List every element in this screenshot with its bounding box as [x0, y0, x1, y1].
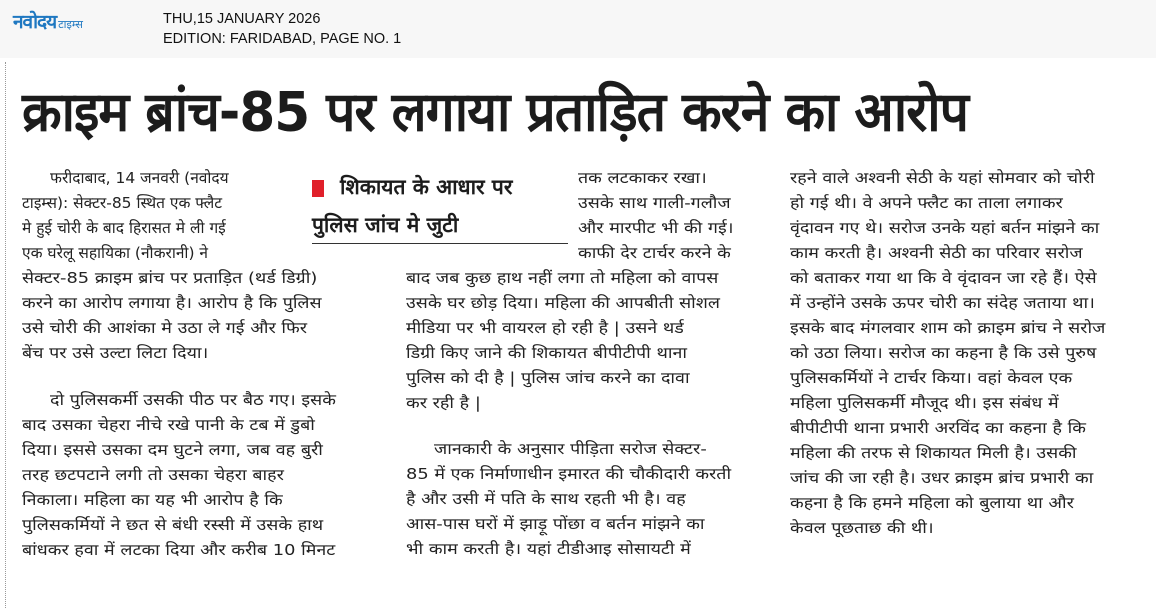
text-line: महिला की तरफ से शिकायत मिली है। उसकी	[790, 444, 1077, 462]
logo-sub-text: टाइम्स	[58, 18, 83, 31]
page-left-border	[5, 62, 6, 608]
text-line: केवल पूछताछ की थी।	[790, 519, 934, 537]
text-line: तरह छटपटाने लगी तो उसका चेहरा बाहर	[22, 466, 284, 484]
newspaper-logo[interactable]	[13, 9, 83, 33]
text-line: हो गई थी। वे अपने फ्लैट का ताला लगाकर	[790, 194, 1063, 212]
masthead-bar	[0, 0, 1156, 58]
article-headline: क्राइम ब्रांच-85 पर लगाया प्रताड़ित करने का आरोप	[22, 81, 969, 145]
text-line: काम करती है। अश्वनी सेठी का परिवार सरोज	[790, 244, 1083, 262]
text-line: टाइम्स): सेक्टर-85 स्थित एक फ्लैट	[22, 194, 223, 212]
text-line: मीडिया पर भी वायरल हो रही है | उसने थर्ड	[406, 319, 684, 337]
text-line: जानकारी के अनुसार पीड़िता सरोज सेक्टर-	[434, 440, 707, 458]
text-line: बाद जब कुछ हाथ नहीं लगा तो महिला को वापस	[406, 269, 719, 287]
text-line: को उठा लिया। सरोज का कहना है कि उसे पुरुष	[790, 344, 1097, 362]
text-line: में उन्होंने उसके ऊपर चोरी का संदेह जताया था।	[790, 294, 1095, 312]
text-line: दिया। इससे उसका दम घुटने लगा, जब वह बुरी	[22, 441, 323, 459]
text-line: तक लटकाकर रखा।	[578, 169, 707, 187]
subheading-line-2: पुलिस जांच मे जुटी	[312, 213, 459, 237]
text-line: बाद उसका चेहरा नीचे रखे पानी के टब में डुबो	[22, 416, 315, 434]
text-line: आस-पास घरों में झाड़ू पोंछा व बर्तन मांझने का	[406, 515, 705, 533]
text-line: वृंदावन गए थे। सरोज उनके यहां बर्तन मांझने का	[790, 219, 1100, 237]
text-line: 85 में एक निर्माणाधीन इमारत की चौकीदारी करती	[406, 465, 732, 483]
text-line: पुलिसकर्मियों ने टार्चर किया। वहां केवल एक	[790, 369, 1073, 387]
edition-info	[163, 9, 401, 49]
text-line: को बताकर गया था कि वे वृंदावन जा रहे हैं। ऐसे	[790, 269, 1097, 287]
text-line: जांच की जा रही है। उधर क्राइम ब्रांच प्रभारी का	[790, 469, 1094, 487]
text-line: कर रही है |	[406, 394, 481, 412]
text-line: उसके साथ गाली-गलौज	[578, 194, 731, 212]
subheading-line-1: शिकायत के आधार पर	[340, 175, 513, 199]
text-line: भी काम करती है। यहां टीडीआइ सोसायटी में	[406, 540, 691, 558]
text-line: कहना है कि हमने महिला को बुलाया था और	[790, 494, 1074, 512]
text-line: रहने वाले अश्वनी सेठी के यहां सोमवार को चोरी	[790, 169, 1095, 187]
text-line: उसे चोरी की आशंका मे उठा ले गई और फिर	[22, 319, 308, 337]
text-line: पुलिसकर्मियों ने छत से बंधी रस्सी में उसके हाथ	[22, 516, 324, 534]
edition-page: EDITION: FARIDABAD, PAGE NO. 1	[163, 31, 402, 47]
logo-main-text: नवोदय	[13, 11, 57, 33]
text-line: फरीदाबाद, 14 जनवरी (नवोदय	[50, 169, 229, 187]
text-line: बीपीटीपी थाना प्रभारी अरविंद का कहना है कि	[790, 419, 1086, 437]
text-line: एक घरेलू सहायिका (नौकरानी) ने	[22, 244, 209, 262]
text-line: करने का आरोप लगाया है। आरोप है कि पुलिस	[22, 294, 322, 312]
text-line: उसके घर छोड़ दिया। महिला की आपबीती सोशल	[406, 294, 720, 312]
text-line: और मारपीट भी की गई।	[578, 219, 734, 237]
text-line: काफी देर टार्चर करने के	[578, 244, 731, 262]
text-line: बांधकर हवा में लटका दिया और करीब 10 मिनट	[22, 541, 336, 559]
text-line: डिग्री किए जाने की शिकायत बीपीटीपी थाना	[406, 344, 687, 362]
text-line: महिला पुलिसकर्मी मौजूद थी। इस संबंध में	[790, 394, 1059, 412]
text-line: सेक्टर-85 क्राइम ब्रांच पर प्रताड़ित (थर्ड डिग्री)	[22, 269, 318, 287]
text-line: निकाला। महिला का यह भी आरोप है कि	[22, 491, 283, 509]
text-line: दो पुलिसकर्मी उसकी पीठ पर बैठ गए। इसके	[50, 391, 336, 409]
text-line: मे हुई चोरी के बाद हिरासत मे ली गई	[22, 219, 226, 237]
text-line: पुलिस को दी है | पुलिस जांच करने का दावा	[406, 369, 690, 387]
text-line: इसके बाद मंगलवार शाम को क्राइम ब्रांच ने सरोज	[790, 319, 1106, 337]
text-line: बेंच पर उसे उल्टा लिटा दिया।	[22, 344, 209, 362]
text-line: है और उसी में पति के साथ रहती भी है। वह	[406, 490, 686, 508]
issue-date: THU,15 JANUARY 2026	[163, 11, 321, 27]
subheading-underline-divider	[312, 243, 568, 244]
